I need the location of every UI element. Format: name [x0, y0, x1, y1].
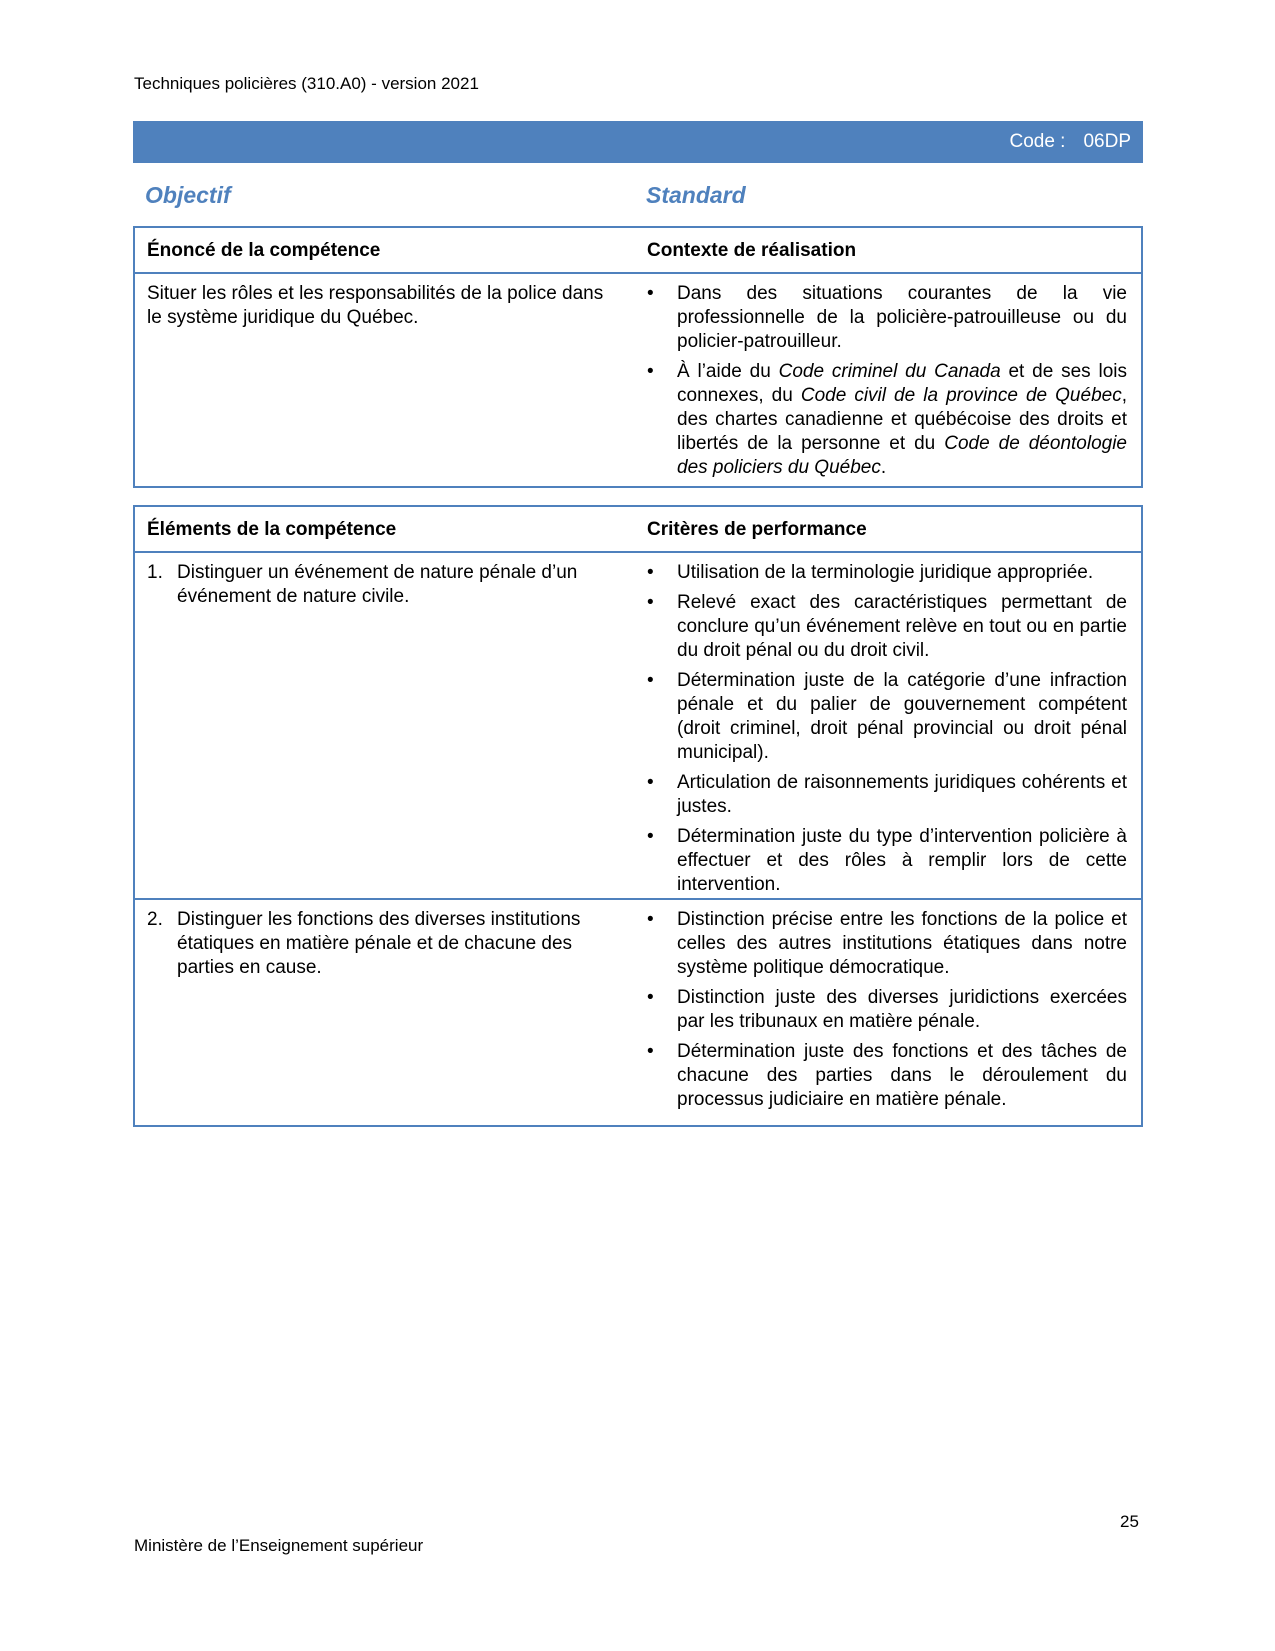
critere-item: [647, 908, 1127, 980]
critere-item: [647, 825, 1127, 897]
element-description: Distinguer les fonctions des diverses institutions étatiques en matière pénale et de chacune des parties en cause.: [177, 909, 581, 978]
element-description: Distinguer un événement de nature pénale d’un événement de nature civile.: [177, 562, 578, 607]
element-number: 2.: [147, 909, 163, 930]
contexte-heading: Contexte de réalisation: [647, 240, 857, 261]
contexte-text: Dans des situations courantes de la vie professionnelle de la policière-patrouilleuse ou du policier-patrouilleur.: [677, 283, 1127, 352]
critere-item: [647, 591, 1127, 663]
enonce-text: Situer les rôles et les responsabilités de la police dans le système juridique du Québec.: [147, 283, 604, 328]
criteres-list: [647, 561, 1127, 903]
element-text: [147, 561, 617, 609]
critere-text: Distinction précise entre les fonctions de la police et celles des autres institutions étatiques dans notre système politique démocratique.: [677, 909, 1127, 978]
contexte-text: À l’aide du Code criminel du Canada et de ses lois connexes, du Code civil de la province de Québec, des chartes canadienne et québécoise des droits et libertés de la personne et du Code de déontologie des policiers du Québec.: [677, 361, 1128, 478]
code-bar: [133, 121, 1143, 163]
bullet: •: [647, 592, 654, 613]
enonce-table-header: [135, 228, 1141, 274]
standard-heading: Standard: [646, 182, 746, 208]
citation: Code criminel du Canada: [778, 361, 1001, 382]
contexte-item: [647, 282, 1127, 354]
critere-item: [647, 771, 1127, 819]
citation: Code civil de la province de Québec: [800, 385, 1122, 406]
critere-text: Détermination juste des fonctions et des tâches de chacune des parties dans le déroulement du processus judiciaire en matière pénale.: [677, 1041, 1127, 1110]
critere-text: Détermination juste de la catégorie d’une infraction pénale et du palier de gouvernement compétent (droit criminel, droit pénal provincial ou droit pénal municipal).: [677, 670, 1127, 763]
running-header: Techniques policières (310.A0) - version 2021: [134, 74, 479, 93]
running-footer: Ministère de l’Enseignement supérieur: [134, 1536, 424, 1555]
element-text: [147, 908, 617, 980]
page-number: 25: [1120, 1512, 1139, 1531]
elements-table-header: [135, 507, 1141, 553]
bullet: •: [647, 1041, 654, 1062]
critere-item: [647, 561, 1127, 585]
enonce-row: [135, 274, 1141, 488]
critere-text: Relevé exact des caractéristiques permettant de conclure qu’un événement relève en tout ou en partie du droit pénal ou du droit civil.: [677, 592, 1127, 661]
critere-text: Détermination juste du type d’intervention policière à effectuer et des rôles à remplir lors de cette intervention.: [677, 826, 1127, 895]
element-number: 1.: [147, 562, 163, 583]
citation: Code de déontologie des policiers du Québec: [677, 433, 1127, 478]
contexte-item: [647, 360, 1127, 480]
bullet: •: [647, 670, 654, 691]
bullet: •: [647, 283, 654, 304]
bullet: •: [647, 562, 654, 583]
objectif-heading: Objectif: [145, 182, 231, 208]
bullet: •: [647, 987, 654, 1008]
elements-heading: Éléments de la compétence: [147, 519, 397, 540]
criteres-heading: Critères de performance: [647, 519, 867, 540]
enonce-heading: Énoncé de la compétence: [147, 240, 381, 261]
critere-item: [647, 986, 1127, 1034]
critere-item: [647, 669, 1127, 765]
critere-item: [647, 1040, 1127, 1112]
contexte-list: [647, 282, 1127, 486]
critere-text: Utilisation de la terminologie juridique appropriée.: [677, 562, 1094, 583]
bullet: •: [647, 361, 654, 382]
critere-text: Distinction juste des diverses juridictions exercées par les tribunaux en matière pénale.: [677, 987, 1127, 1032]
element-row: [135, 553, 1141, 898]
enonce-table: [133, 226, 1143, 488]
bullet: •: [647, 772, 654, 793]
bullet: •: [647, 826, 654, 847]
element-row: [135, 898, 1141, 1125]
critere-text: Articulation de raisonnements juridiques cohérents et justes.: [677, 772, 1127, 817]
criteres-list: [647, 908, 1127, 1118]
elements-table: [133, 505, 1143, 1127]
bullet: •: [647, 909, 654, 930]
code-label: Code :: [1009, 131, 1066, 152]
code-value: 06DP: [1083, 131, 1131, 152]
